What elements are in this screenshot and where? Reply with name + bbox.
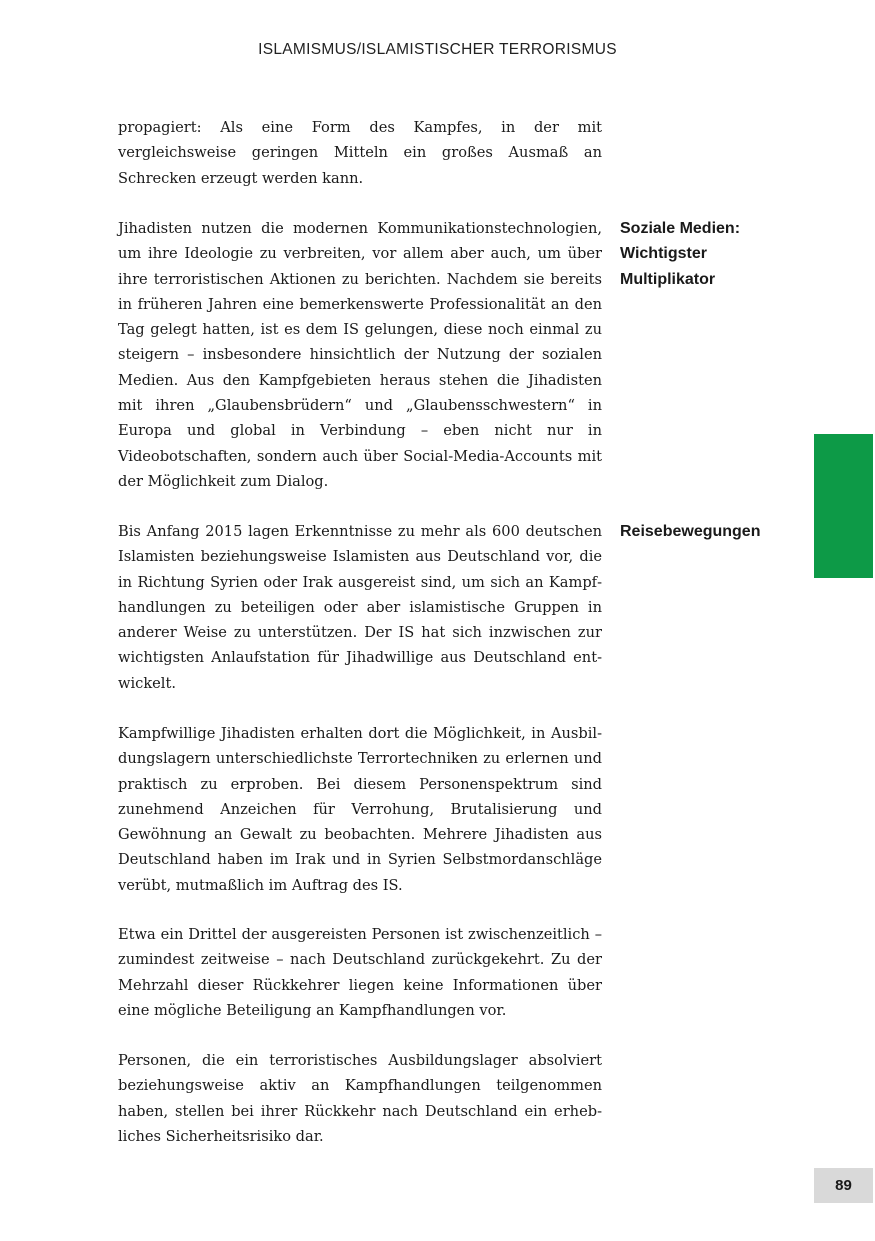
page-number: 89	[814, 1168, 873, 1203]
running-header: ISLAMISMUS/ISLAMISTISCHER TERRORISMUS	[258, 41, 617, 58]
body-paragraph-5: Etwa ein Drittel der ausgereisten Personen ist zwischenzeitlich – zumindest zeitweise – nach Deutschland zurückgekehrt. Zu der Mehrzahl dieser Rückkehrer liegen keine Informationen über eine mögliche Beteiligung an Kampfhandlungen vor.	[118, 926, 602, 1019]
body-paragraph-4: Kampfwillige Jihadisten erhalten dort die Möglichkeit, in Ausbildungslagern unterschiedlichste Terrortechniken zu erlernen und praktisch zu erproben. Bei diesem Personenspektrum sind zunehmend Anzeichen für Verrohung, Brutalisierung und Gewöhnung an Gewalt zu beobachten. Mehrere Jihadisten aus Deutschland haben im Irak und in Syrien Selbstmordanschläge verübt, mutmaßlich im Auftrag des IS.	[118, 725, 602, 894]
body-paragraph-3: Bis Anfang 2015 lagen Erkenntnisse zu mehr als 600 deutschen Islamisten beziehungsweise Islamisten aus Deutschland vor, die in Richtung Syrien oder Irak ausgereist sind, um sich an Kampfhandlungen zu beteiligen oder aber islamistische Gruppen in anderer Weise zu unterstützen. Der IS hat sich inzwischen zur wichtigsten Anlaufstation für Jihadwillige aus Deutschland entwickelt.	[118, 523, 602, 692]
body-paragraph-2: Jihadisten nutzen die modernen Kommunikationstechnologien, um ihre Ideologie zu verbreiten, vor allem aber auch, um über ihre terroristischen Aktionen zu berichten. Nachdem sie bereits in früheren Jahren eine bemerkenswerte Professionalität an den Tag gelegt hatten, ist es dem IS gelungen, diese noch einmal zu steigern – insbesondere hinsichtlich der Nutzung der sozialen Medien. Aus den Kampfgebieten heraus stehen die Jihadisten mit ihren „Glaubensbrüdern“ und „Glaubensschwestern“ in Europa und global in Verbindung – eben nicht nur in Videobotschaften, sondern auch über Social-Media-Accounts mit der Möglichkeit zum Dialog.	[118, 220, 602, 490]
margin-note-social-media: Soziale Medien: Wichtigster Multiplikator	[620, 220, 741, 288]
section-thumb-tab	[814, 434, 873, 578]
body-paragraph-1: propagiert: Als eine Form des Kampfes, in der mit vergleichsweise geringen Mitteln ein großes Ausmaß an Schrecken erzeugt werden kann.	[118, 119, 602, 187]
body-paragraph-6: Personen, die ein terroristisches Ausbildungslager absolviert beziehungsweise aktiv an Kampfhandlungen teilgenommen haben, stellen bei ihrer Rückkehr nach Deutschland ein erhebliches Sicherheitsrisiko dar.	[118, 1052, 602, 1145]
margin-note-travel: Reisebewegungen	[620, 523, 761, 540]
